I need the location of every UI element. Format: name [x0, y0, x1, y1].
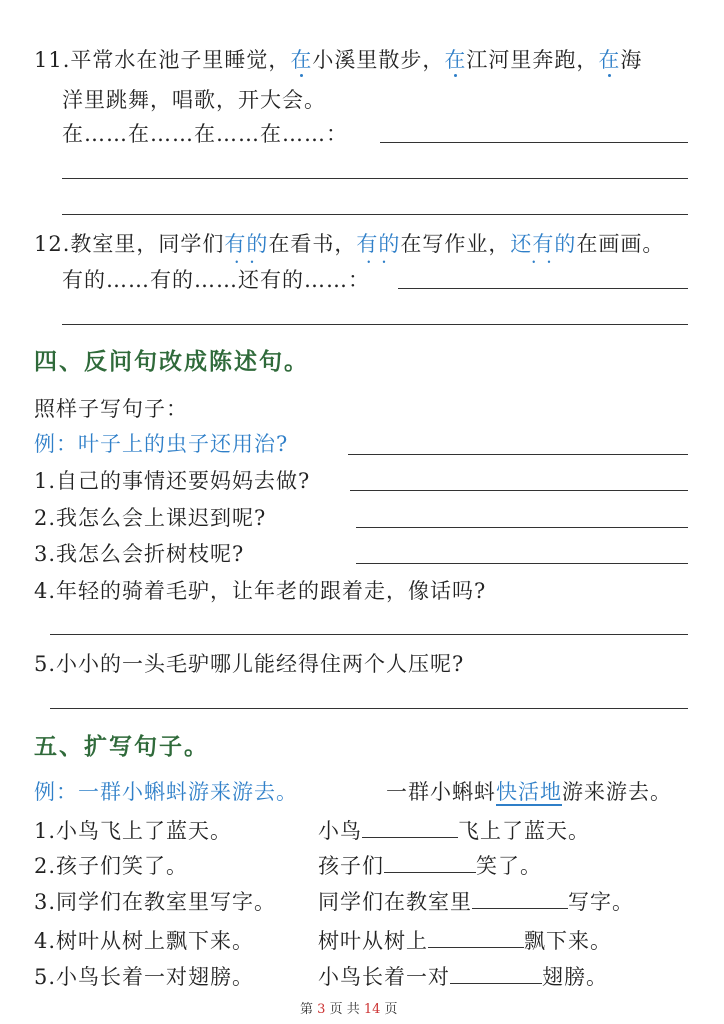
section5-item-3-post: 写字。: [568, 890, 634, 914]
q11-answer-line-2[interactable]: [62, 178, 688, 179]
q11-zai-2: 在: [444, 44, 466, 74]
footer-ye: 页: [384, 1002, 398, 1017]
section5-example-right: [386, 776, 672, 806]
section5-item-1-post: 飞上了蓝天。: [458, 819, 590, 843]
section5-item-5-pre: 小鸟长着一对: [318, 965, 450, 989]
q11-line2: 洋里跳舞，唱歌，开大会。: [62, 88, 326, 112]
section4-example-line[interactable]: [348, 454, 688, 455]
q12-answer-line-1[interactable]: [398, 288, 688, 289]
q11-answer-line-3[interactable]: [62, 214, 688, 215]
section4-example: 例：叶子上的虫子还用治?: [34, 432, 289, 456]
q12-answer-line-2[interactable]: [62, 324, 688, 325]
section5-item-5-right: [318, 961, 608, 991]
q12-number: 12.: [34, 232, 71, 256]
section5-item-4-right: [318, 925, 612, 955]
section4-item-5-line[interactable]: [50, 708, 688, 709]
q12-haiyoude: 还有的 • •: [510, 228, 576, 258]
section5-item-5-left: 5.小鸟长着一对翅膀。: [34, 965, 255, 989]
section4-item-2: 2.我怎么会上课迟到呢?: [34, 506, 267, 530]
section5-item-4-left: 4.树叶从树上飘下来。: [34, 929, 255, 953]
section5-item-3-right: [318, 886, 634, 916]
section5-item-1-blank[interactable]: [362, 817, 458, 838]
section5-example-right-post: 游来游去。: [562, 780, 672, 804]
page-footer: [300, 998, 398, 1017]
section5-item-3-left: 3.同学们在教室里写字。: [34, 890, 277, 914]
section4-item-1-line[interactable]: [350, 490, 688, 491]
section5-item-3-pre: 同学们在教室里: [318, 890, 472, 914]
section4-title: 四、反问句改成陈述句。: [34, 348, 309, 375]
q11-zai-1: 在: [290, 44, 312, 74]
q11-text-a: 平常水在池子里睡觉，: [70, 48, 291, 72]
q11-text-c: 江河里奔跑，: [466, 48, 599, 72]
q12-text-c: 在写作业，: [400, 232, 511, 256]
footer-page-number: 3: [317, 1002, 326, 1017]
section5-item-5-post: 翅膀。: [542, 965, 608, 989]
q12-pattern: 有的……有的……还有的……：: [62, 268, 370, 292]
q11-pattern: 在……在……在……在……：: [62, 122, 348, 146]
q11-answer-line-1[interactable]: [380, 142, 688, 143]
q12-text-d: 在画画。: [576, 232, 665, 256]
section5-item-2-left: 2.孩子们笑了。: [34, 854, 189, 878]
section5-item-1-left: 1.小鸟飞上了蓝天。: [34, 819, 233, 843]
section5-item-2-pre: 孩子们: [318, 854, 384, 878]
section5-title: 五、扩写句子。: [34, 733, 209, 760]
footer-di: 第: [300, 1002, 314, 1017]
section4-item-3: 3.我怎么会折树枝呢?: [34, 542, 245, 566]
q12-text-a: 教室里，同学们: [70, 232, 225, 256]
q12-text-b: 在看书，: [268, 232, 357, 256]
section5-example-right-pre: 一群小蝌蚪: [386, 780, 496, 804]
q12-youde-1: 有的 • •: [224, 228, 268, 258]
section5-item-3-blank[interactable]: [472, 888, 568, 909]
section4-item-3-line[interactable]: [356, 563, 688, 564]
section5-item-4-post: 飘下来。: [524, 929, 612, 953]
section5-item-5-blank[interactable]: [450, 963, 542, 984]
section4-item-5: 5.小小的一头毛驴哪儿能经得住两个人压呢?: [34, 652, 465, 676]
section5-example-left: 例：一群小蝌蚪游来游去。: [34, 780, 298, 804]
q11-line1: [34, 44, 642, 74]
section4-item-4: 4.年轻的骑着毛驴，让年老的跟着走，像话吗?: [34, 579, 487, 603]
section4-item-2-line[interactable]: [356, 527, 688, 528]
section5-item-4-pre: 树叶从树上: [318, 929, 428, 953]
q11-text-b: 小溪里散步，: [312, 48, 445, 72]
section4-instruction: 照样子写句子：: [34, 397, 188, 421]
section4-item-1: 1.自己的事情还要妈妈去做?: [34, 469, 311, 493]
section5-item-1-pre: 小鸟: [318, 819, 362, 843]
section5-item-2-post: 笑了。: [476, 854, 542, 878]
footer-ye-gong: 页 共: [329, 1002, 360, 1017]
section5-item-4-blank[interactable]: [428, 927, 524, 948]
q11-text-d: 海: [620, 48, 643, 72]
q11-zai-3: 在: [598, 44, 620, 74]
q12-line1: [34, 228, 664, 258]
q12-youde-2: 有的 • •: [356, 228, 400, 258]
section5-example-fill: 快活地: [496, 780, 562, 804]
section5-item-1-right: [318, 815, 590, 845]
section5-item-2-blank[interactable]: [384, 852, 476, 873]
footer-total-pages: 14: [363, 1002, 381, 1017]
q11-number: 11.: [34, 48, 71, 72]
section5-item-2-right: [318, 850, 542, 880]
section4-item-4-line[interactable]: [50, 634, 688, 635]
